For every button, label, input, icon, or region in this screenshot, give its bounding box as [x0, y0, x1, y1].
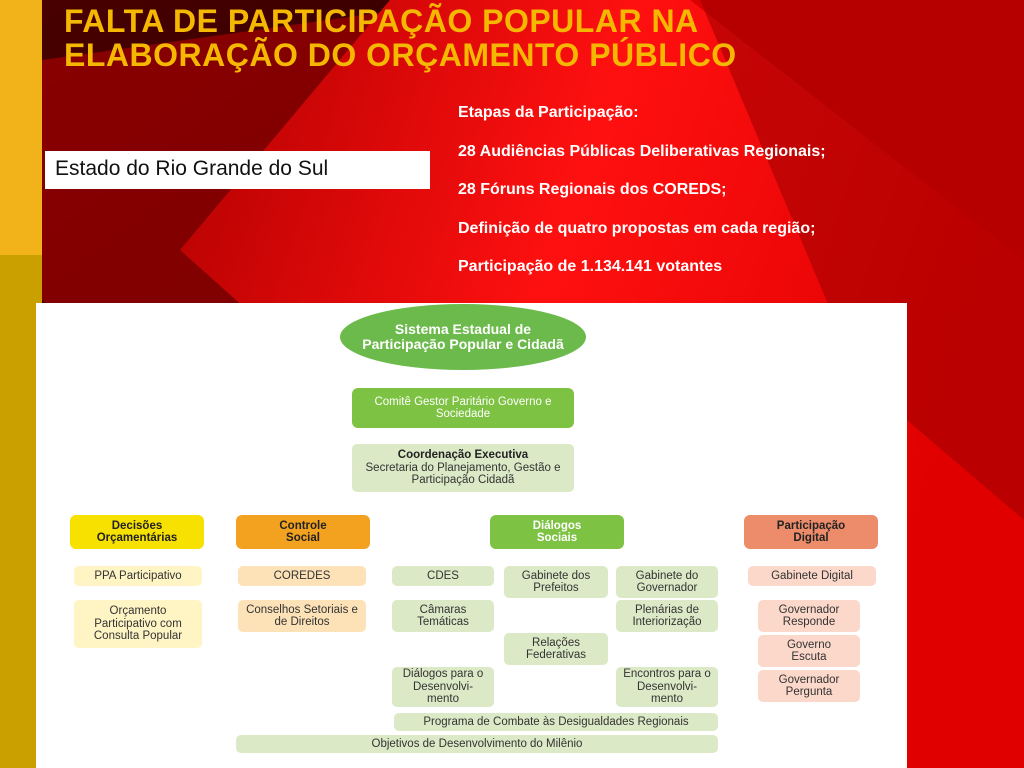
item-dialogos-desenvolvimento: Diálogos para o Desenvolvi- mento — [392, 667, 494, 707]
item-conselhos: Conselhos Setoriais e de Direitos — [238, 600, 366, 632]
participation-system-diagram — [36, 303, 907, 768]
title-line-2: ELABORAÇÃO DO ORÇAMENTO PÚBLICO — [64, 37, 737, 73]
footer-programa: Programa de Combate às Desigualdades Regionais — [394, 713, 718, 731]
header-decisoes: Decisões Orçamentárias — [70, 515, 204, 549]
item-relacoes: Relações Federativas — [504, 633, 608, 665]
item-governo-escuta: Governo Escuta — [758, 635, 860, 667]
item-encontros-desenvolvimento: Encontros para o Desenvolvi- mento — [616, 667, 718, 707]
item-governador-pergunta: Governador Pergunta — [758, 670, 860, 702]
header-dialogos: Diálogos Sociais — [490, 515, 624, 549]
item-cdes: CDES — [392, 566, 494, 586]
item-orcamento: Orçamento Participativo com Consulta Popular — [74, 600, 202, 648]
root-node: Sistema Estadual de Participação Popular e Cidadã — [340, 304, 586, 370]
item-coredes: COREDES — [238, 566, 366, 586]
item-governador-responde: Governador Responde — [758, 600, 860, 632]
footer-objetivos: Objetivos de Desenvolvimento do Milênio — [236, 735, 718, 753]
stage-line: Definição de quatro propostas em cada região; — [458, 219, 816, 237]
slide-title — [64, 4, 964, 72]
stage-line: Etapas da Participação: — [458, 104, 639, 121]
item-gabinete-governador: Gabinete do Governador — [616, 566, 718, 598]
coordination-node — [352, 444, 574, 492]
header-controle: Controle Social — [236, 515, 370, 549]
committee-node: Comitê Gestor Paritário Governo e Sociedade — [352, 388, 574, 428]
title-line-1: FALTA DE PARTICIPAÇÃO POPULAR NA — [64, 3, 699, 39]
item-gabinete-digital: Gabinete Digital — [748, 566, 876, 586]
item-gabinete-prefeitos: Gabinete dos Prefeitos — [504, 566, 608, 598]
participation-stages-list — [458, 104, 826, 297]
stage-line: Participação de 1.134.141 votantes — [458, 258, 723, 275]
state-label: Estado do Rio Grande do Sul — [45, 151, 430, 189]
coordination-title: Coordenação Executiva — [397, 449, 529, 462]
stage-line: 28 Fóruns Regionais dos COREDS; — [458, 181, 727, 198]
item-camaras: Câmaras Temáticas — [392, 600, 494, 632]
item-plenarias: Plenárias de Interiorização — [616, 600, 718, 632]
header-digital: Participação Digital — [744, 515, 878, 549]
item-ppa: PPA Participativo — [74, 566, 202, 586]
coordination-body: Secretaria do Planejamento, Gestão e Participação Cidadã — [365, 461, 561, 487]
stage-line: 28 Audiências Públicas Deliberativas Regionais; — [458, 142, 826, 160]
